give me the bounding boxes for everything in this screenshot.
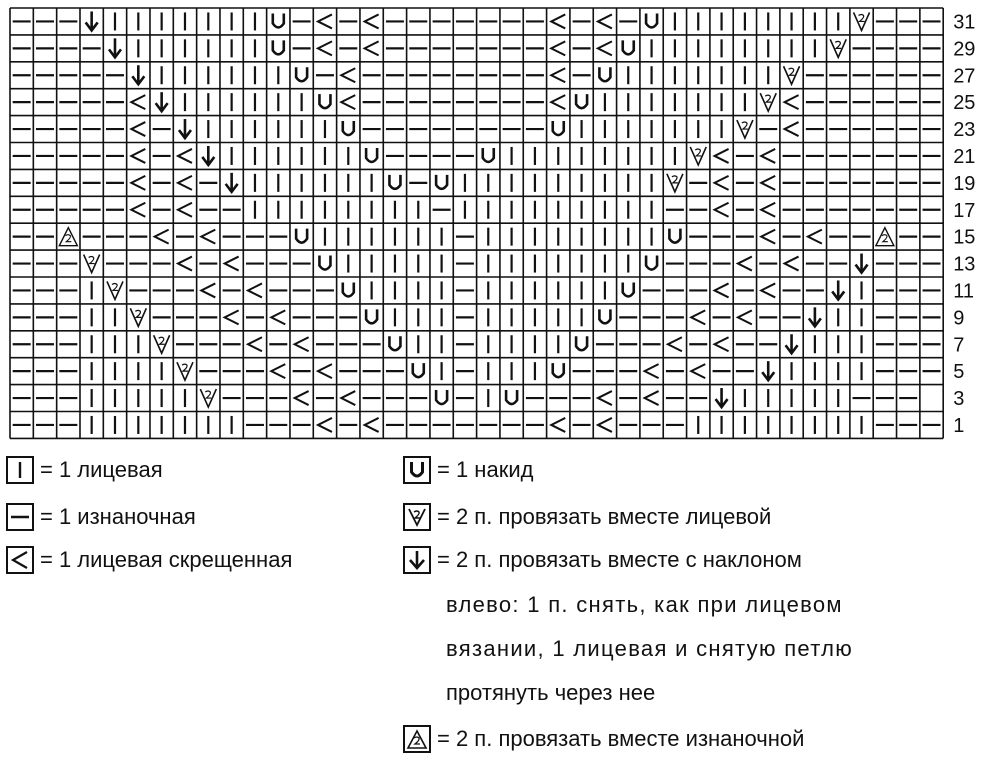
legend-k2tog-left-text: = 2 п. провязать вместе с наклоном (437, 547, 802, 572)
row-number: 3 (953, 388, 965, 411)
stitch-knit-twisted (248, 337, 262, 351)
stitch-yarn-over (436, 175, 447, 189)
stitch-knit-twisted (645, 391, 659, 405)
row-number: 21 (953, 145, 976, 168)
stitch-knit-twisted (271, 364, 285, 378)
stitch-knit-twisted (341, 68, 355, 82)
purl-icon (6, 503, 34, 531)
stitch-k2tog-left-slant (716, 388, 728, 407)
stitch-knit-twisted (131, 176, 145, 190)
stitch-k2tog-left-slant (786, 334, 798, 353)
yarn-over-icon (403, 456, 431, 484)
stitch-yarn-over (599, 309, 610, 323)
row-number: 11 (953, 280, 974, 303)
chart-grid (10, 8, 943, 438)
stitch-knit-twisted (295, 391, 309, 405)
stitch-k2tog (154, 335, 170, 353)
stitch-yarn-over (483, 148, 494, 162)
stitch-knit-twisted (645, 364, 659, 378)
stitch-knit-twisted (691, 310, 705, 324)
stitch-knit-twisted (715, 176, 729, 190)
legend-yarn-over-text: = 1 накид (437, 457, 534, 482)
stitch-knit-twisted (551, 14, 565, 28)
stitch-knit-twisted (155, 230, 169, 244)
stitch-knit-twisted (178, 257, 192, 271)
stitch-k2tog-left-slant (226, 173, 238, 192)
stitch-knit-twisted (598, 14, 612, 28)
stitch-knit-twisted (738, 257, 752, 271)
stitch-knit-twisted (761, 149, 775, 163)
stitch-knit-twisted (738, 310, 752, 324)
stitch-knit-twisted (715, 149, 729, 163)
stitch-knit-twisted (271, 310, 285, 324)
legend-k2tog-left-line-2: вязании, 1 лицевая и снятую петлю (446, 636, 854, 661)
k2tog-icon (403, 503, 431, 531)
legend-k2tog-left-line-3: протянуть через нее (446, 680, 656, 705)
stitch-knit-twisted (598, 41, 612, 55)
stitch-k2tog (84, 255, 100, 273)
row-number: 13 (953, 253, 976, 276)
stitch-yarn-over (623, 40, 634, 54)
stitch-knit-twisted (761, 203, 775, 217)
stitch-yarn-over (436, 390, 447, 404)
stitch-knit-twisted (715, 283, 729, 297)
legend-k2tog-text: = 2 п. провязать вместе лицевой (437, 504, 772, 529)
row-number: 27 (953, 65, 976, 88)
stitch-knit-twisted (178, 176, 192, 190)
stitch-knit-twisted (808, 230, 822, 244)
legend-twisted-text: = 1 лицевая скрещенная (40, 547, 293, 572)
stitch-k2tog-left-slant (86, 11, 98, 30)
stitch-yarn-over (576, 336, 587, 350)
stitch-k2tog (737, 120, 753, 138)
row-number: 5 (953, 361, 965, 384)
stitch-knit-twisted (785, 95, 799, 109)
stitch-knit-twisted (598, 418, 612, 432)
stitch-k2tog-left-slant (202, 146, 214, 165)
stitch-yarn-over (389, 175, 400, 189)
stitch-knit-twisted (201, 230, 215, 244)
row-number: 19 (953, 172, 976, 195)
row-number: 17 (953, 199, 976, 222)
stitch-knit-twisted (225, 310, 239, 324)
stitch-yarn-over (319, 256, 330, 270)
stitch-k2tog-left-slant (762, 361, 774, 380)
stitch-knit-twisted (318, 364, 332, 378)
stitch-knit-twisted (131, 203, 145, 217)
stitch-p2tog (59, 228, 77, 246)
stitch-yarn-over (366, 309, 377, 323)
stitch-yarn-over (296, 67, 307, 81)
stitch-knit-twisted (178, 203, 192, 217)
stitch-yarn-over (389, 336, 400, 350)
stitch-knit-twisted (668, 337, 682, 351)
legend-knit-text: = 1 лицевая (40, 457, 163, 482)
stitch-knit-twisted (715, 337, 729, 351)
stitch-knit-twisted (691, 364, 705, 378)
stitch-k2tog (784, 66, 800, 84)
stitch-yarn-over (343, 282, 354, 296)
stitch-knit-twisted (551, 95, 565, 109)
stitch-knit-twisted (225, 257, 239, 271)
stitch-knit-twisted (761, 283, 775, 297)
stitch-yarn-over (296, 229, 307, 243)
stitch-knit-twisted (131, 149, 145, 163)
twisted-icon (6, 546, 34, 574)
stitch-knit-twisted (178, 149, 192, 163)
row-number: 25 (953, 92, 976, 115)
stitch-yarn-over (576, 94, 587, 108)
stitch-k2tog-left-slant (856, 254, 868, 273)
legend-purl-text: = 1 изнаночная (40, 504, 196, 529)
stitch-yarn-over (506, 390, 517, 404)
stitch-yarn-over (669, 229, 680, 243)
stitch-k2tog (130, 308, 146, 326)
stitch-knit-twisted (365, 41, 379, 55)
stitch-yarn-over (553, 121, 564, 135)
stitch-yarn-over (319, 94, 330, 108)
stitch-knit-twisted (785, 257, 799, 271)
stitch-knit-twisted (248, 283, 262, 297)
row-number: 7 (953, 334, 965, 357)
stitch-yarn-over (273, 40, 284, 54)
stitch-yarn-over (646, 256, 657, 270)
row-number: 31 (953, 11, 976, 34)
stitch-knit-twisted (715, 203, 729, 217)
stitch-k2tog-left-slant (109, 38, 121, 57)
stitch-k2tog (177, 362, 193, 380)
stitch-k2tog-left-slant (132, 65, 144, 84)
stitch-knit-twisted (785, 122, 799, 136)
k2tog-left-icon (403, 546, 431, 574)
stitch-knit-twisted (551, 68, 565, 82)
row-number: 23 (953, 119, 976, 142)
stitch-yarn-over (366, 148, 377, 162)
row-number: 1 (953, 414, 965, 437)
stitch-yarn-over (273, 13, 284, 27)
stitch-k2tog (854, 12, 870, 30)
stitch-yarn-over (599, 67, 610, 81)
stitch-yarn-over (646, 13, 657, 27)
stitch-knit-twisted (131, 95, 145, 109)
stitch-k2tog-left-slant (156, 92, 168, 111)
stitch-k2tog-left-slant (809, 307, 821, 326)
stitch-k2tog (200, 389, 216, 407)
stitch-k2tog-left-slant (832, 280, 844, 299)
stitch-knit-twisted (341, 95, 355, 109)
stitch-knit-twisted (761, 230, 775, 244)
stitch-knit-twisted (341, 391, 355, 405)
legend-k2tog-left-line-1: влево: 1 п. снять, как при лицевом (446, 592, 843, 617)
stitch-yarn-over (413, 363, 424, 377)
stitch-knit-twisted (131, 122, 145, 136)
stitch-yarn-over (343, 121, 354, 135)
stitch-p2tog (876, 228, 894, 246)
stitch-knit-twisted (318, 14, 332, 28)
knit-icon (6, 456, 34, 484)
stitch-knit-twisted (318, 41, 332, 55)
stitch-k2tog-left-slant (179, 119, 191, 138)
stitch-knit-twisted (201, 283, 215, 297)
stitch-k2tog (830, 39, 846, 57)
stitch-k2tog (760, 93, 776, 111)
stitch-knit-twisted (365, 418, 379, 432)
row-number: 29 (953, 38, 976, 61)
row-number: 15 (953, 226, 976, 249)
stitch-knit-twisted (761, 176, 775, 190)
p2tog-icon (403, 725, 431, 753)
stitch-knit-twisted (551, 41, 565, 55)
stitch-knit-twisted (365, 14, 379, 28)
stitch-knit-twisted (551, 418, 565, 432)
stitch-k2tog (107, 281, 123, 299)
stitch-knit-twisted (598, 391, 612, 405)
stitch-k2tog (690, 147, 706, 165)
row-number: 9 (953, 307, 965, 330)
stitch-k2tog (667, 174, 683, 192)
legend-p2tog-text: = 2 п. провязать вместе изнаночной (437, 726, 805, 751)
stitch-yarn-over (623, 282, 634, 296)
stitch-knit-twisted (318, 418, 332, 432)
stitch-yarn-over (553, 363, 564, 377)
stitch-knit-twisted (295, 337, 309, 351)
